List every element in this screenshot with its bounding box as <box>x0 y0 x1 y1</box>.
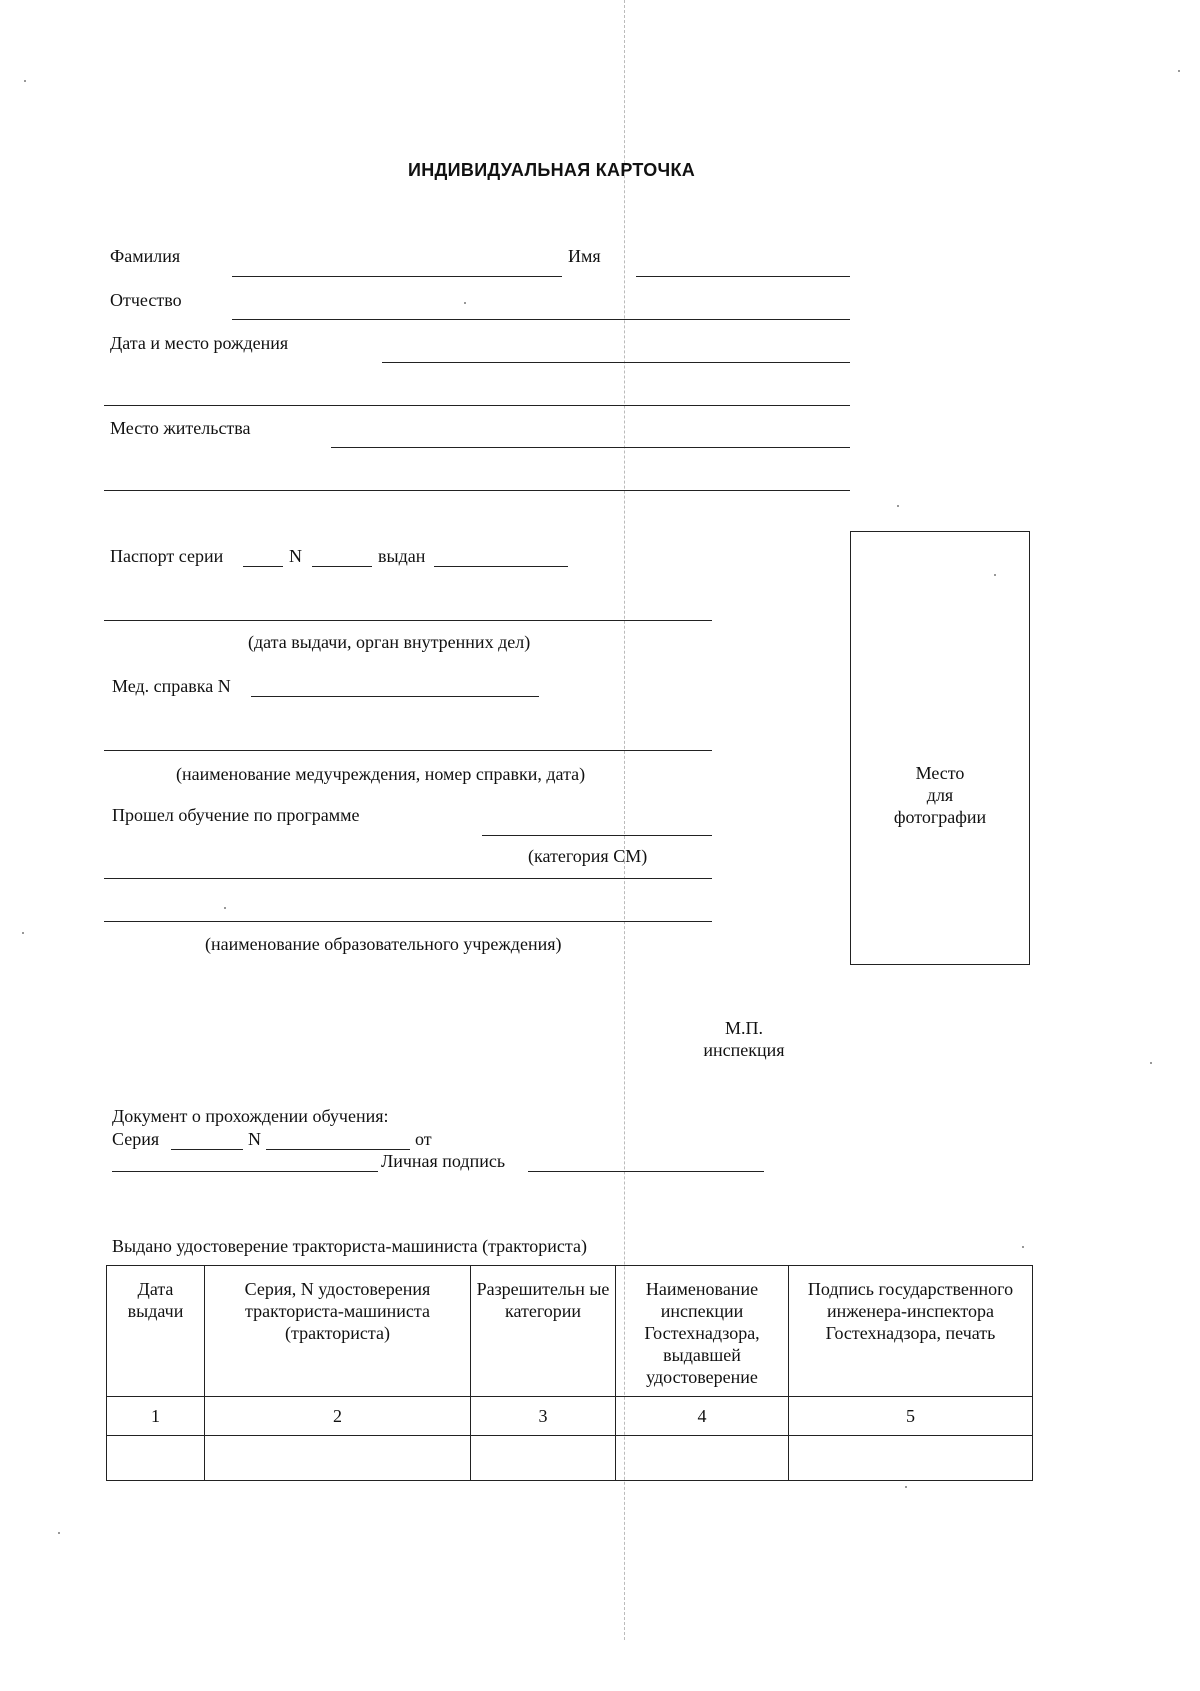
passport-series-field[interactable] <box>243 566 283 567</box>
photo-label-line-3: фотографии <box>893 807 987 827</box>
signature-field[interactable] <box>528 1171 764 1172</box>
residence-field-line-2[interactable] <box>104 490 850 491</box>
form-title: ИНДИВИДУАЛЬНАЯ КАРТОЧКА <box>408 160 696 180</box>
surname-label: Фамилия <box>110 246 181 266</box>
name-label: Имя <box>568 246 601 266</box>
patronymic-field[interactable] <box>232 319 850 320</box>
table-row <box>107 1436 1033 1481</box>
col-header-categories: Разрешительн ые категории <box>471 1266 616 1397</box>
col-number-2: 2 <box>205 1397 471 1436</box>
col-number-1: 1 <box>107 1397 205 1436</box>
col-header-license-number: Серия, N удостоверения тракториста-машиниста (тракториста) <box>205 1266 471 1397</box>
birth-field[interactable] <box>382 362 850 363</box>
residence-field[interactable] <box>331 447 850 448</box>
col-header-inspection-name: Наименование инспекции Гостехнадзора, выдавшей удостоверение <box>616 1266 789 1397</box>
training-doc-number-label: N <box>248 1129 261 1149</box>
med-cert-label: Мед. справка N <box>112 676 231 696</box>
scan-speck <box>464 302 466 304</box>
training-field-line-2[interactable] <box>104 878 712 879</box>
table-number-row <box>107 1397 1033 1436</box>
scan-speck <box>1150 1062 1152 1064</box>
passport-number-label: N <box>289 546 302 566</box>
col-number-4: 4 <box>616 1397 789 1436</box>
training-program-field[interactable] <box>482 835 712 836</box>
med-details-field[interactable] <box>104 750 712 751</box>
scan-speck <box>1022 1246 1024 1248</box>
training-doc-number-field[interactable] <box>266 1149 410 1150</box>
residence-label: Место жительства <box>110 418 251 438</box>
photo-label-line-1: Место <box>915 763 965 783</box>
patronymic-label: Отчество <box>110 290 182 310</box>
category-hint: (категория СМ) <box>528 846 648 866</box>
scan-speck <box>905 1486 907 1488</box>
passport-number-field[interactable] <box>312 566 372 567</box>
photo-label-line-2: для <box>926 785 954 805</box>
birth-label: Дата и место рождения <box>110 333 289 353</box>
training-field-line-3[interactable] <box>104 921 712 922</box>
stamp-inspection: инспекция <box>703 1040 785 1060</box>
passport-issued-field[interactable] <box>434 566 568 567</box>
col-number-5: 5 <box>789 1397 1033 1436</box>
scan-speck <box>994 574 996 576</box>
table-header-row <box>107 1266 1033 1397</box>
table-cell-issue-date[interactable] <box>107 1436 205 1481</box>
training-doc-heading: Документ о прохождении обучения: <box>112 1106 389 1126</box>
scan-speck <box>1178 70 1180 72</box>
col-header-issue-date: Дата выдачи <box>107 1266 205 1397</box>
scan-speck <box>22 932 24 934</box>
table-cell-inspector-signature[interactable] <box>789 1436 1033 1481</box>
training-doc-series-label: Серия <box>112 1129 160 1149</box>
scan-speck <box>224 907 226 909</box>
passport-issued-label: выдан <box>378 546 426 566</box>
training-label: Прошел обучение по программе <box>112 805 360 825</box>
issued-license-table <box>106 1265 1033 1481</box>
name-field[interactable] <box>636 276 850 277</box>
col-number-3: 3 <box>471 1397 616 1436</box>
scan-speck <box>897 505 899 507</box>
passport-series-label: Паспорт серии <box>110 546 224 566</box>
signature-label: Личная подпись <box>381 1151 506 1171</box>
table-cell-inspection-name[interactable] <box>616 1436 789 1481</box>
med-hint: (наименование медучреждения, номер справки, дата) <box>176 764 586 784</box>
table-cell-license-number[interactable] <box>205 1436 471 1481</box>
training-doc-series-field[interactable] <box>171 1149 243 1150</box>
training-doc-date-field[interactable] <box>112 1171 378 1172</box>
birth-field-line-2[interactable] <box>104 405 850 406</box>
photo-placeholder <box>850 531 1030 965</box>
passport-details-field[interactable] <box>104 620 712 621</box>
issued-heading: Выдано удостоверение тракториста-машиниста (тракториста) <box>112 1236 587 1256</box>
surname-field[interactable] <box>232 276 562 277</box>
edu-hint: (наименование образовательного учреждения) <box>205 934 562 954</box>
training-doc-from-label: от <box>415 1129 432 1149</box>
scan-speck <box>24 80 26 82</box>
scan-speck <box>58 1532 60 1534</box>
passport-hint: (дата выдачи, орган внутренних дел) <box>248 632 531 652</box>
table-cell-categories[interactable] <box>471 1436 616 1481</box>
med-cert-field[interactable] <box>251 696 539 697</box>
col-header-inspector-signature: Подпись государственного инженера-инспектора Гостехнадзора, печать <box>789 1266 1033 1397</box>
stamp-mp: М.П. <box>724 1018 763 1038</box>
